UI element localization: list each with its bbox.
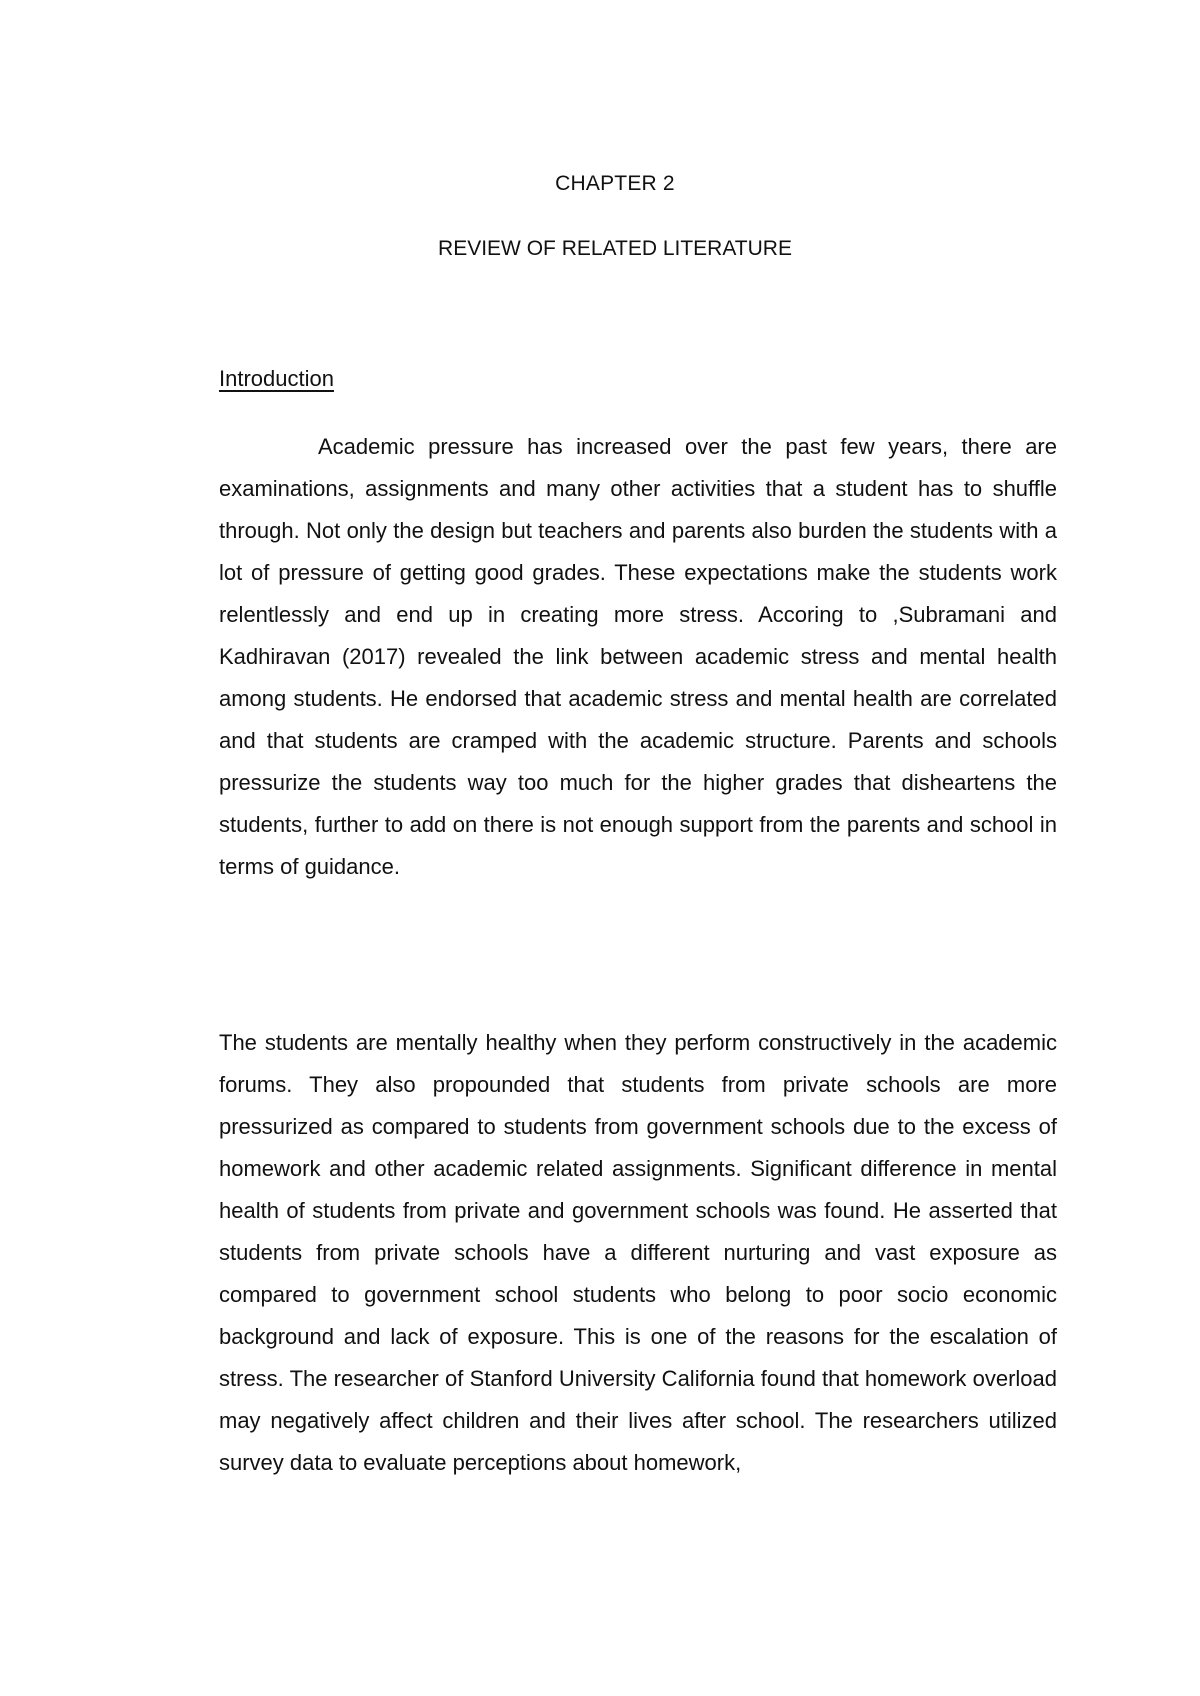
paragraph-mental-health: The students are mentally healthy when they perform constructively in the academic forums. They also propounded that students from private schools are more pressurized as compared to students from government schools due to the excess of homework and other academic related assignments. Significant difference in mental health of students from private and government schools was found. He asserted that students from private schools have a different nurturing and vast exposure as compared to government school students who belong to poor socio economic background and lack of exposure. This is one of the reasons for the escalation of stress. The researcher of Stanford University California found that homework overload may negatively affect children and their lives after school. The researchers utilized survey data to evaluate perceptions about homework,	[219, 1030, 1057, 1475]
chapter-title: REVIEW OF RELATED LITERATURE	[438, 237, 792, 260]
section-heading-introduction: Introduction	[219, 366, 334, 391]
chapter-number: CHAPTER 2	[555, 172, 675, 195]
paragraph-introduction: Academic pressure has increased over the past few years, there are examinations, assignments and many other activities that a student has to shuffle through. Not only the design but teachers and parents also burden the students with a lot of pressure of getting good grades. These expectations make the students work relentlessly and end up in creating more stress. Accoring to ,Subramani and Kadhiravan (2017) revealed the link between academic stress and mental health among students. He endorsed that academic stress and mental health are correlated and that students are cramped with the academic structure. Parents and schools pressurize the students way too much for the higher grades that disheartens the students, further to add on there is not enough support from the parents and school in terms of guidance.	[219, 434, 1057, 879]
